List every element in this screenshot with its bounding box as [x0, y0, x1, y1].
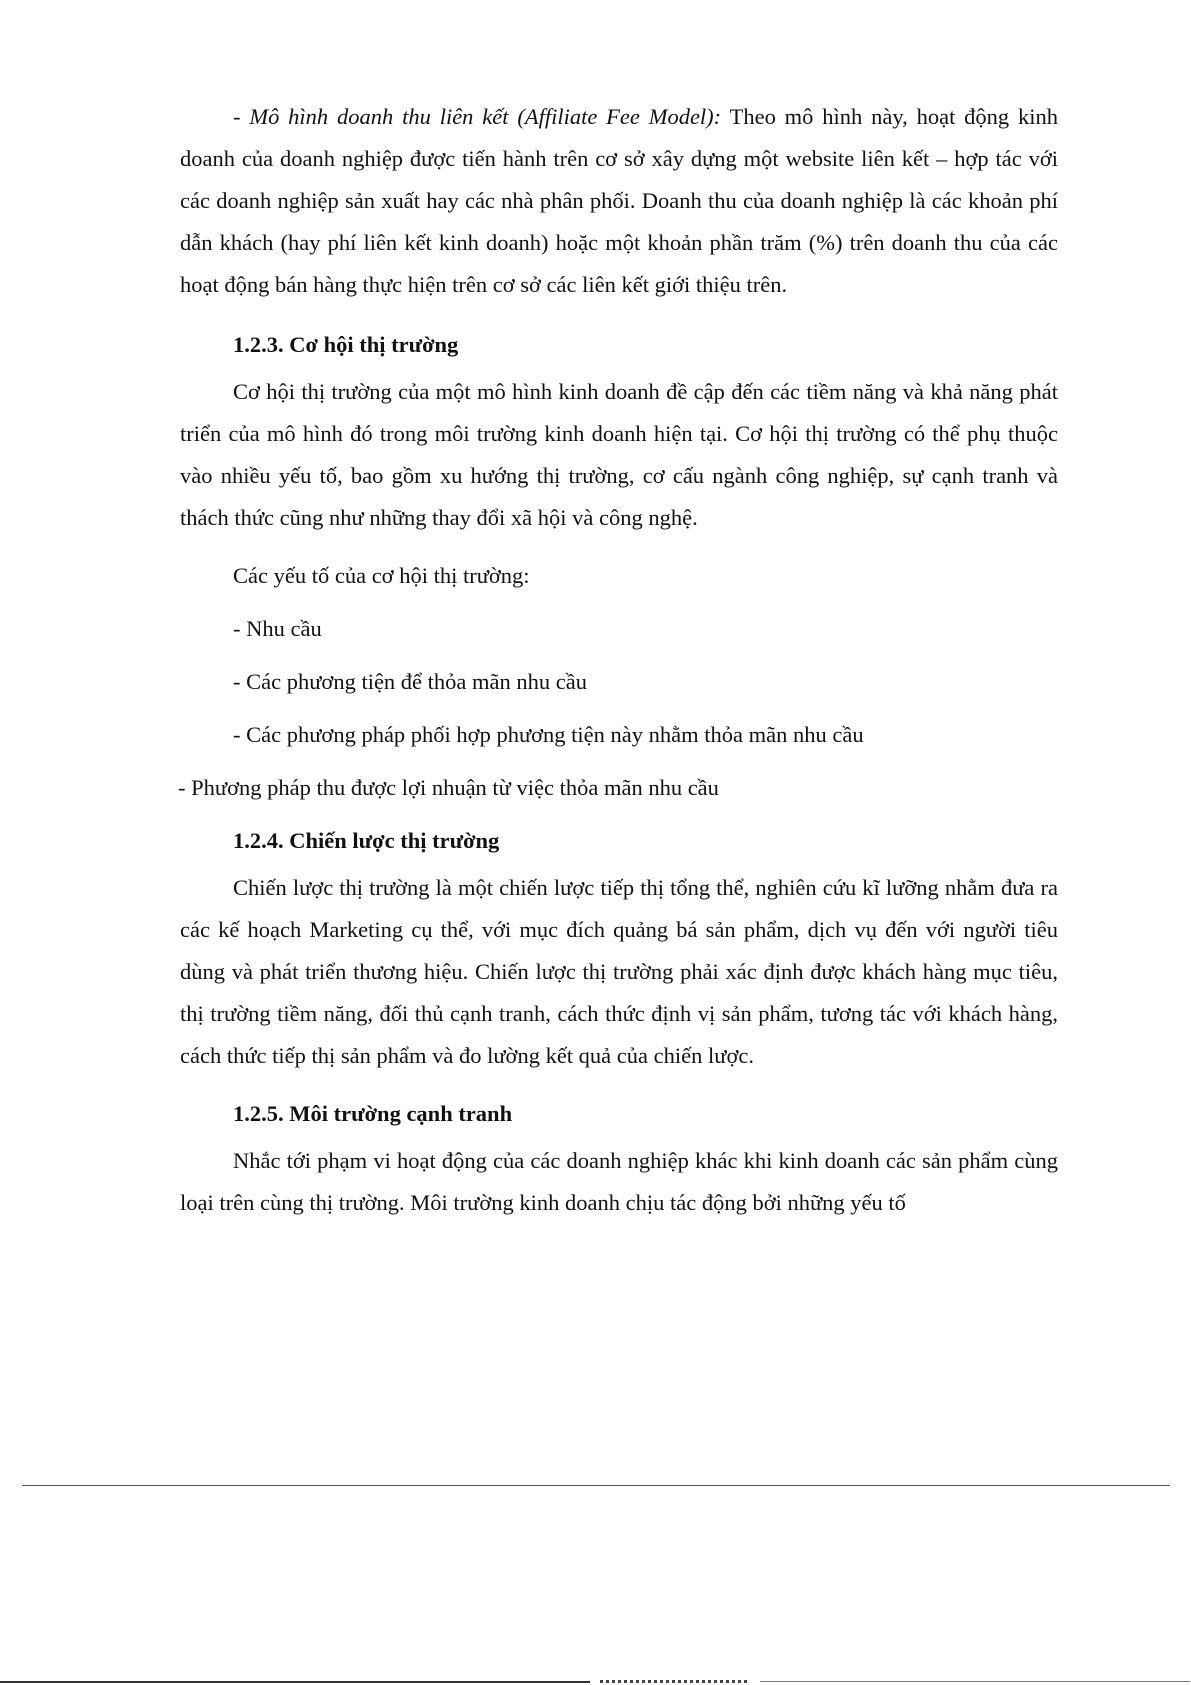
bottom-scan-edge — [0, 1676, 1191, 1685]
scan-edge-line — [760, 1681, 1190, 1682]
scan-edge-line — [0, 1681, 590, 1683]
heading-1-2-3: 1.2.3. Cơ hội thị trường — [233, 332, 459, 357]
footer-divider — [22, 1485, 1170, 1486]
affiliate-dash: - — [233, 104, 250, 129]
affiliate-paragraph — [180, 96, 1058, 306]
list-item-outdented: - Phương pháp thu được lợi nhuận từ việc thỏa mãn nhu cầu — [178, 775, 719, 800]
affiliate-term: Mô hình doanh thu liên kết (Affiliate Fee Model): — [249, 104, 722, 129]
heading-1-2-5: 1.2.5. Môi trường cạnh tranh — [233, 1101, 513, 1126]
list-item: - Các phương tiện để thỏa mãn nhu cầu — [233, 669, 587, 694]
heading-1-2-4: 1.2.4. Chiến lược thị trường — [233, 828, 500, 853]
list-item: - Nhu cầu — [233, 616, 322, 641]
paragraph-market-opportunity: Cơ hội thị trường của một mô hình kinh doanh đề cập đến các tiềm năng và khả năng phát triển của mô hình đó trong môi trường kinh doanh hiện tại. Cơ hội thị trường có thể phụ thuộc vào nhiều yếu tố, bao gồm xu hướng thị trường, cơ cấu ngành công nghiệp, sự cạnh tranh và thách thức cũng như những thay đổi xã hội và công nghệ. — [180, 379, 1058, 530]
paragraph-market-strategy: Chiến lược thị trường là một chiến lược tiếp thị tổng thể, nghiên cứu kĩ lưỡng nhằm đưa ra các kế hoạch Marketing cụ thể, với mục đích quảng bá sản phẩm, dịch vụ đến với người tiêu dùng và phát triển thương hiệu. Chiến lược thị trường phải xác định được khách hàng mục tiêu, thị trường tiềm năng, đối thủ cạnh tranh, cách thức định vị sản phẩm, tương tác với khách hàng, cách thức tiếp thị sản phẩm và đo lường kết quả của chiến lược. — [180, 875, 1058, 1068]
list-item: - Các phương pháp phối hợp phương tiện này nhằm thỏa mãn nhu cầu — [233, 722, 864, 747]
affiliate-text: Theo mô hình này, hoạt động kinh doanh của doanh nghiệp được tiến hành trên cơ sở xây dựng một website liên kết – hợp tác với các doanh nghiệp sản xuất hay các nhà phân phối. Doanh thu của doanh nghiệp là các khoản phí dẫn khách (hay phí liên kết kinh doanh) hoặc một khoản phần trăm (%) trên doanh thu của các hoạt động bán hàng thực hiện trên cơ sở các liên kết giới thiệu trên. — [180, 104, 1059, 297]
page-content — [180, 96, 1058, 1224]
list-intro: Các yếu tố của cơ hội thị trường: — [233, 563, 530, 588]
scan-edge-marks — [600, 1680, 750, 1683]
paragraph-competitive-environment: Nhắc tới phạm vi hoạt động của các doanh nghiệp khác khi kinh doanh các sản phẩm cùng loại trên cùng thị trường. Môi trường kinh doanh chịu tác động bởi những yếu tố — [180, 1148, 1058, 1215]
